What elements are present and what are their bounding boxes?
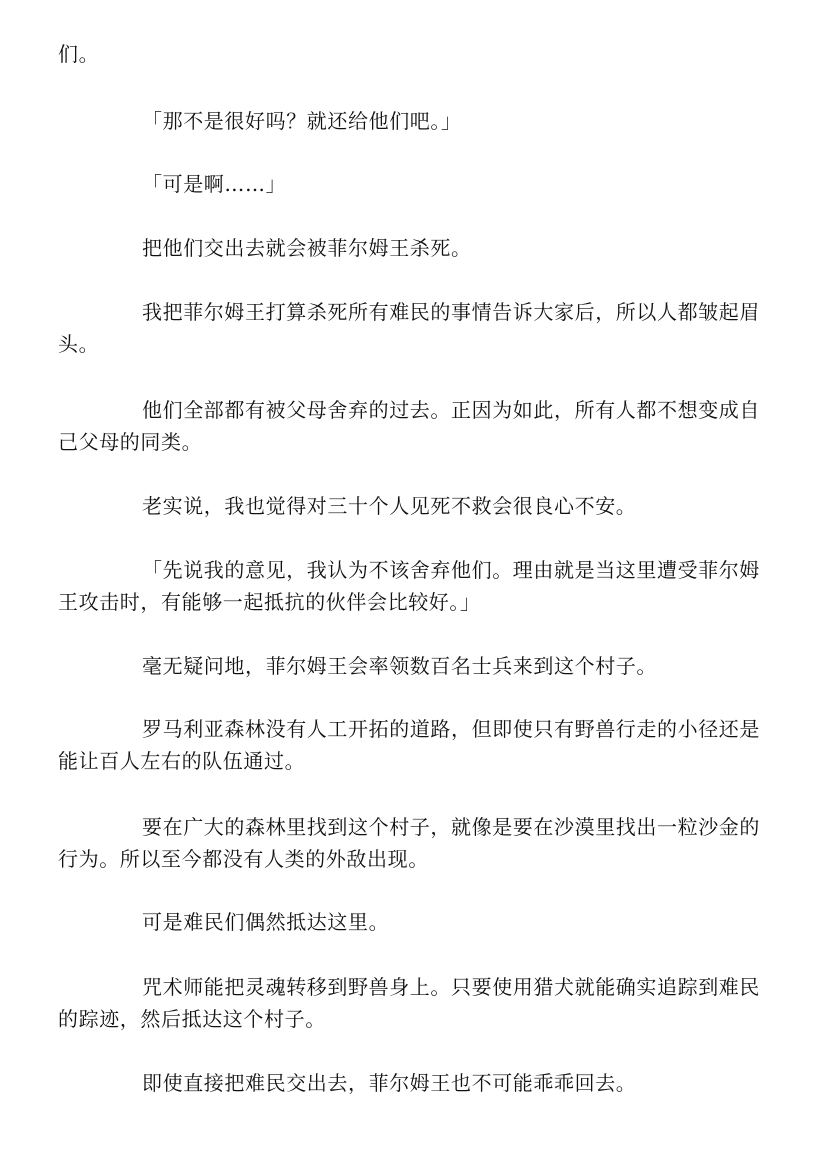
paragraph-10: 罗马利亚森林没有人工开拓的道路，但即使只有野兽行走的小径还是能让百人左右的队伍通过。 [58,717,760,773]
paragraph-8: 「先说我的意见，我认为不该舍弃他们。理由就是当这里遭受菲尔姆王攻击时，有能够一起抵抗的伙伴会比较好。」 [58,558,760,614]
paragraph-12: 可是难民们偶然抵达这里。 [142,910,390,934]
paragraph-7: 老实说，我也觉得对三十个人见死不救会很良心不安。 [142,494,637,518]
paragraph-5: 我把菲尔姆王打算杀死所有难民的事情告诉大家后，所以人都皱起眉头。 [58,300,760,356]
paragraph-3: 「可是啊……」 [142,172,287,196]
paragraph-9: 毫无疑问地，菲尔姆王会率领数百名士兵来到这个村子。 [142,654,657,678]
paragraph-11: 要在广大的森林里找到这个村子，就像是要在沙漠里找出一粒沙金的行为。所以至今都没有人类的外敌出现。 [58,815,760,871]
paragraph-6: 他们全部都有被父母舍弃的过去。正因为如此，所有人都不想变成自己父母的同类。 [58,398,760,454]
paragraph-14: 即使直接把难民交出去，菲尔姆王也不可能乖乖回去。 [142,1071,637,1095]
paragraph-1: 们。 [58,42,100,66]
paragraph-4: 把他们交出去就会被菲尔姆王杀死。 [142,236,472,260]
paragraph-13: 咒术师能把灵魂转移到野兽身上。只要使用猎犬就能确实追踪到难民的踪迹，然后抵达这个村子。 [58,975,760,1031]
paragraph-2: 「那不是很好吗？就还给他们吧。」 [142,109,462,133]
